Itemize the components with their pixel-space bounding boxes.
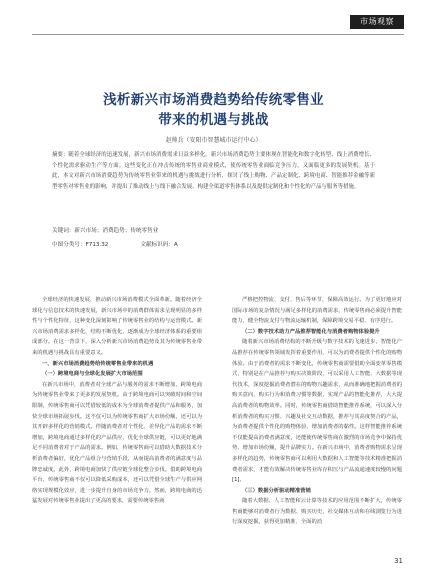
section-heading-1: 一、新兴市场消费趋势给传统零售业带来的机遇: [42, 360, 154, 367]
page-number: 31: [394, 557, 403, 565]
subsection-heading-3: （三）数据分析驱动精准营销: [242, 487, 311, 494]
body-paragraph: 随着新兴市场消费结构的不断升级与数字技术的飞速进步，智能化产品推荐在传统零售领域发挥着重要作用，可以为消费者提供个性化的购物体验。由于消费者的需求不断变化，传统零售商需要借助全面变革零售模式，特别是在产品推荐与购买决策阶段，可以采用人工智能、大数据等现代技术，深度挖掘消费者潜在的购物兴趣需求，从而准确地把握消费者的购买意向、购买行为和消费习惯等数据，实现产品的智能化推荐，大大提高消费者的购物效率。同时，传统零售商借助智能推荐系统，可以深入分析消费者的购买习惯、兴趣及社交互动数据，推荐与其高度契合的产品，为消费者提供个性化的购物体验，增加消费者的黏性。这样智能推荐系统不仅能提高消费者满意度，还能使传统零售商在激烈的市场竞争中保持优势，增加市场份额，提升品牌实力。在新兴市场中，消费者购物需求呈现多样化的趋势，传统零售商可以利用大数据和人工智能等技术精准把握消费者需求，才能有效解决传统零售业库存积压与产品流通速度较慢的问题[1]。: [232, 339, 402, 484]
abstract: 摘要：随着全球经济的迅速发展，新兴市场消费需求日益多样化。新兴市场消费趋势主要体现在智能化和数字化转型、线上消费增长、个性化需求驱动生产等方面。这些变化正在冲击传统的零售业商业模式，使传统零售业面临竞争压力，又面临更多的发展契机。基于此，本文对新兴市场消费趋势为传统零售业带来的机遇与挑战进行分析，探讨了线上购物、产品定制化、跨境电商、智能推荐金融等新型零售对零售业的影响，并提出了推动线上与线下融合发展、构建全渠道零售体系以及提供定制化和个性化的产品与服务等措施。: [52, 152, 375, 190]
intro-paragraph: 全球经济的快速发展，推动新兴市场消费模式全面革新。随着经济全球化与信息技术的快速发展，新兴市场中的消费群体需求呈现明显的多样性与个性化特征，这种变化深刻影响了传统零售业的结构与运营模式。新兴市场消费需求多样化，结构不断优化，逐渐成为全球经济体系的重要组成部分。在这一背景下，深入分析新兴市场消费趋势及其为传统零售业带来的机遇与挑战具有重要意义。: [32, 297, 202, 356]
header-rule: [32, 34, 404, 35]
classification-line: [52, 240, 178, 248]
keywords: 关键词：新兴市场；消费趋势；传统零售业: [52, 228, 159, 234]
section-tag: 市场观察: [350, 15, 404, 29]
classification-code: 中图分类号：F713.32: [52, 242, 109, 248]
subsection-heading-1: （一）跨境电商与全球化发展扩大市场范围: [42, 371, 143, 378]
body-paragraph: 严格把控物流、支付、售后等环节，保障高效运行。为了更好地应对国际市场的复杂情况与满足多样化的消费需求，传统零售商必须提升智能能力，健全物流支付与物流运输机制，保障跨境交易平稳、有序进行。: [232, 297, 402, 325]
left-column: [32, 295, 202, 507]
right-column: [232, 295, 402, 528]
document-code: 文献标识码：A: [140, 242, 178, 248]
article-title-line1: 浅析新兴市场消费趋势给传统零售业: [103, 92, 324, 108]
subsection-heading-2: （二）数字技术助力产品推荐智能化与消费者购物体验提升: [242, 328, 380, 335]
body-paragraph: 随着大数据、人工智能和云计算等技术的应用范围不断扩大，传统零售商能够对消费者行为数据、购买历史、社交媒体互动和在线浏览行为进行深度挖掘，获得更加精准、全面的消: [232, 498, 402, 526]
body-paragraph: 在新兴市场中，消费者对全球产品与服务的需求不断增加，跨境电商为传统零售业带来了更多的发展契机。由于跨境电商可以突破时间和空间限制，传统零售商可以凭借较低的成本为全球消费者提供产品和服务，加快全球市场拓展步伐。这不仅可以为传统零售商扩大市场份额，还可以为其开辟多样化的营销模式。伴随消费者对个性化、差异化产品的需求不断增加，跨境电商通过多样化的产品供应，优化全球供应链，可以更好地满足不同消费者对于产品的需求。例如，传统零售商可以借助大数据技术分析消费者偏好，优化产品组合与营销手段，从而提高消费者的满意度与品牌忠诚度。此外，跨境电商加快了供应链全球化整合步伐。借助跨境电商平台，传统零售商不仅可以降低采购成本，还可以凭借全球生产与供应网络实现规模化效应，进一步提升自身的市场竞争力。然而，跨境电商的迅猛发展对传统零售业提出了更高的要求，需要传统零售商: [32, 381, 202, 505]
author-line: 赵帅兵（安阳市智慧城市运行中心）: [165, 137, 262, 144]
article-title-line2: 带来的机遇与挑战: [158, 112, 269, 128]
